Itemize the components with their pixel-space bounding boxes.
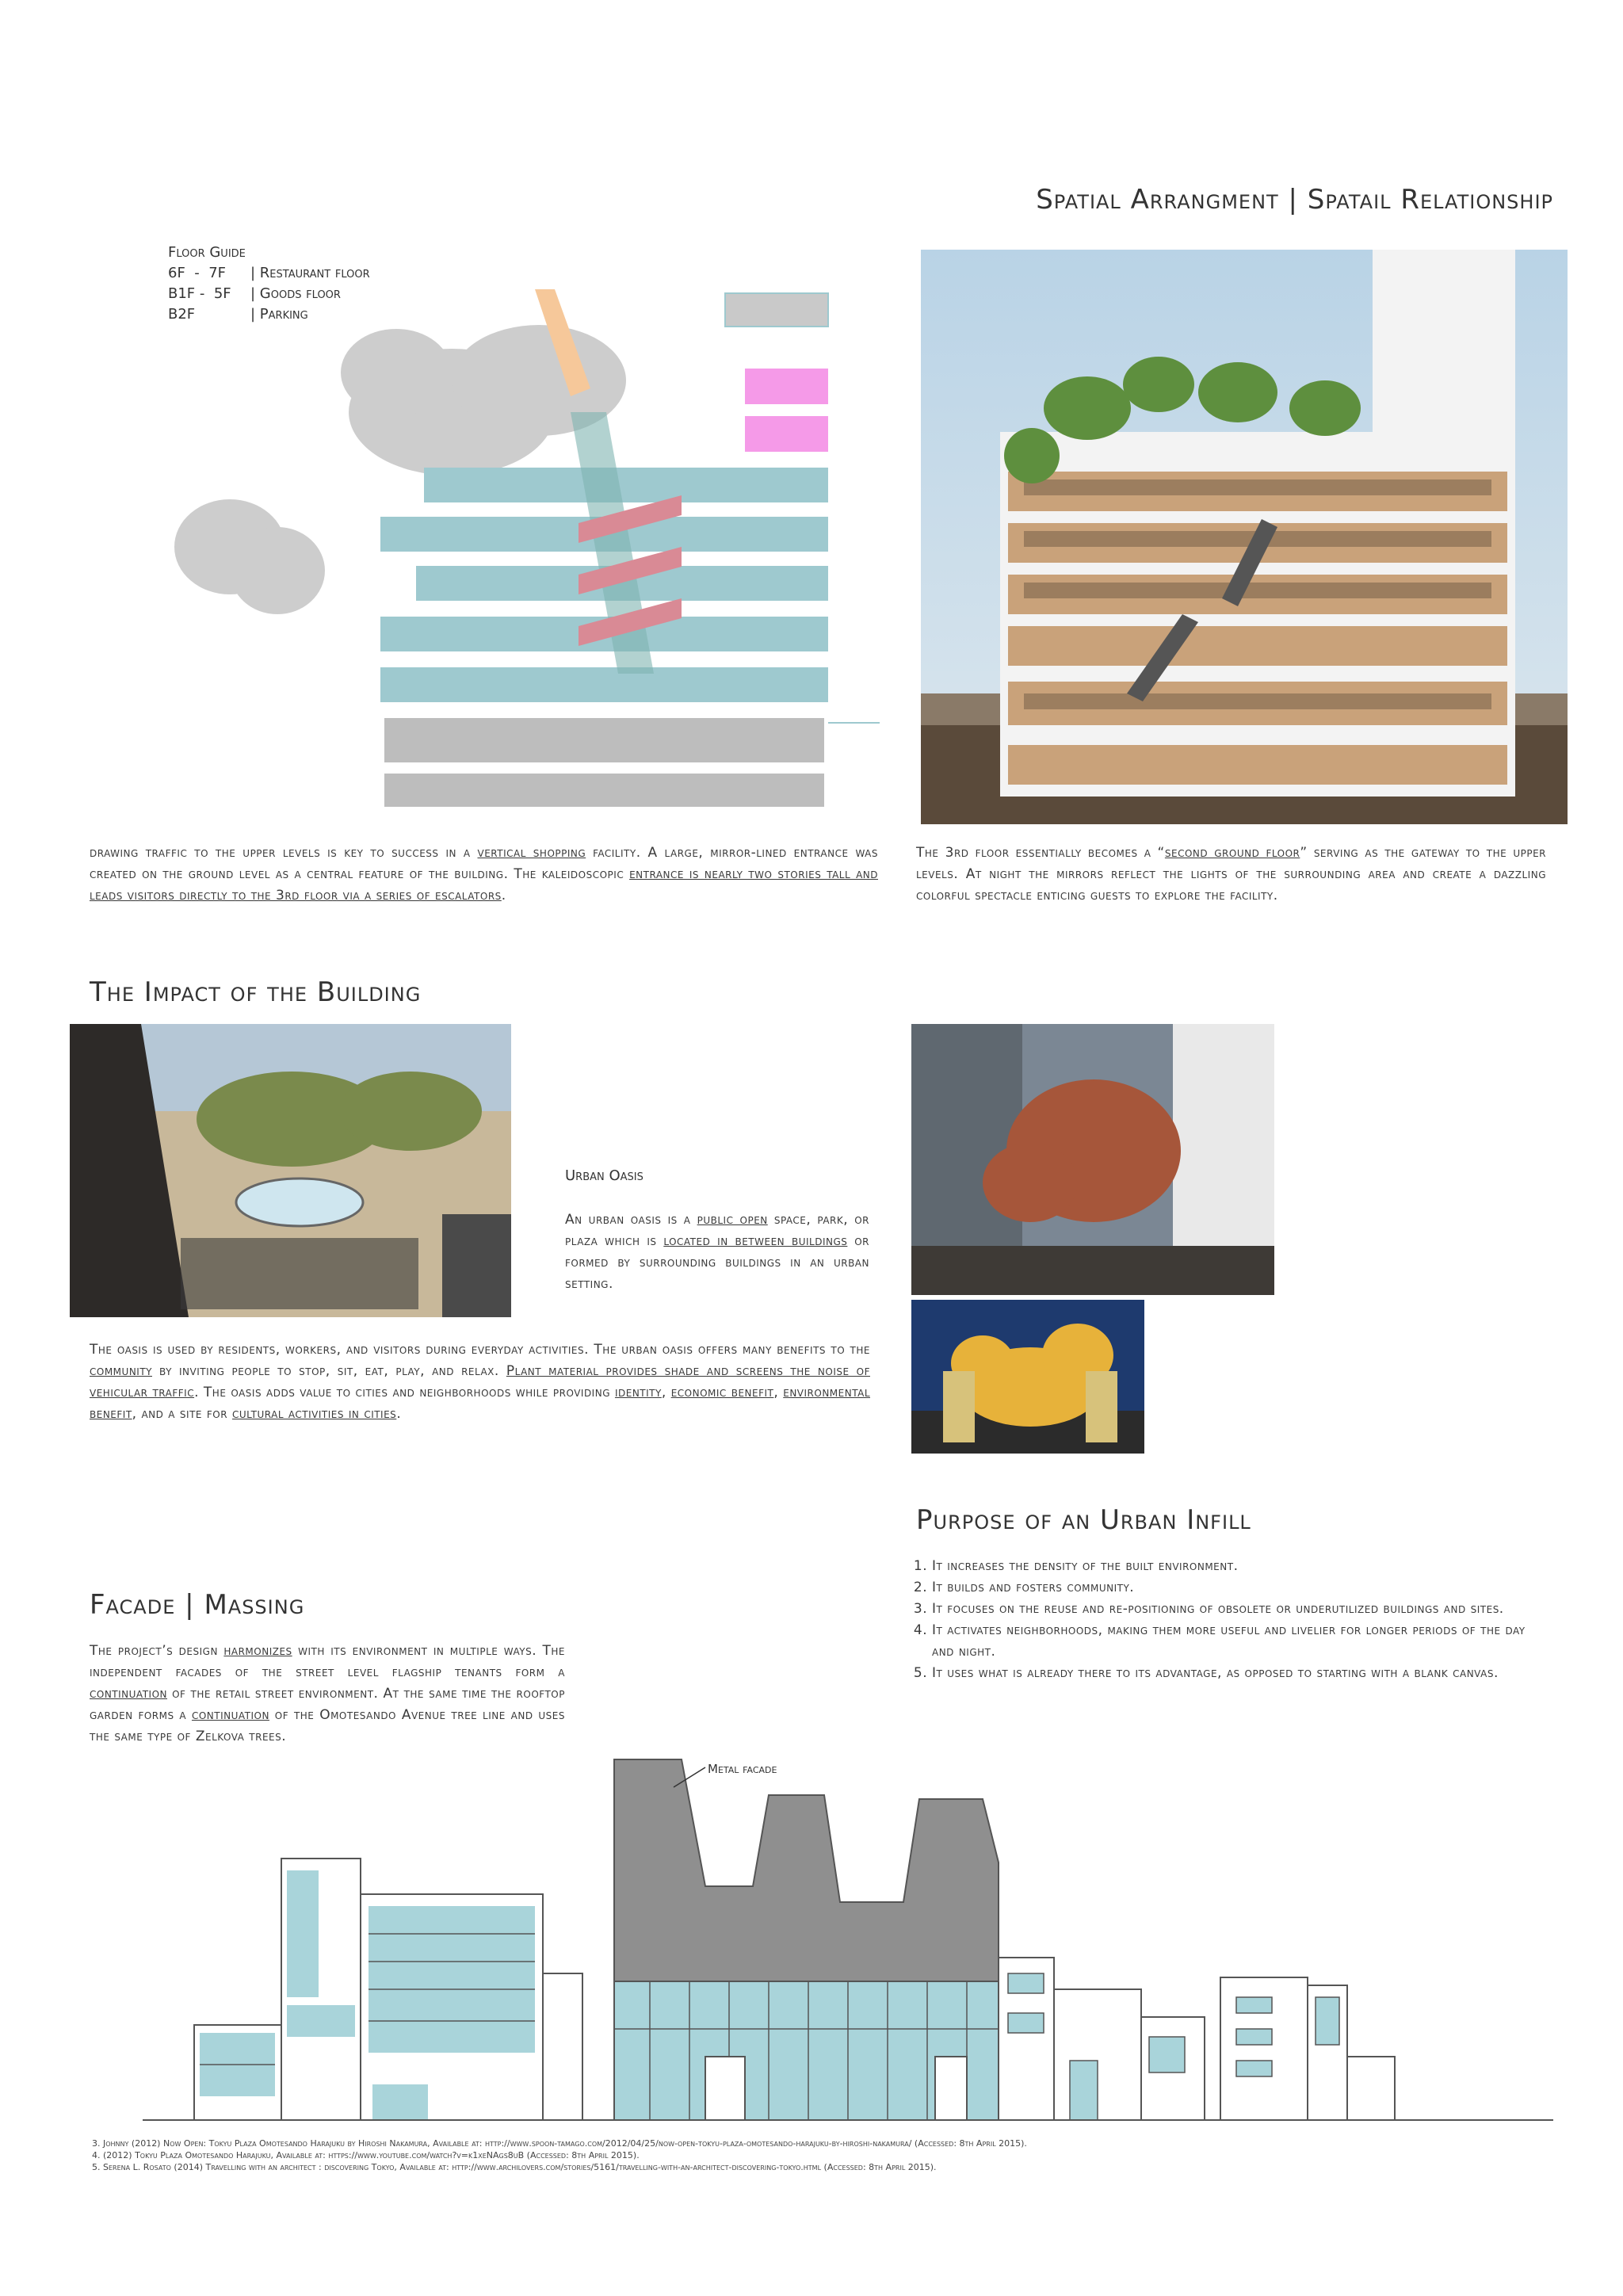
purpose-item: 1. It increases the density of the built environment. (932, 1556, 1550, 1577)
metal-facade-label: Metal facade (708, 1762, 777, 1776)
oasis-paragraph: The oasis is used by residents, workers, and visitors during everyday activities. The urban oasis offers many benefits to the community by inviting people to stop, sit, eat, play, and relax. Plant material provides shade and screens the noise of vehicular traffic. The oasis adds value to cities and neighborhoods while providing identity, economic benefit, environmental benefit, and a site for cultural activities in cities. (90, 1342, 871, 1422)
footnote: 3. Johnny (2012) Now Open: Tokyu Plaza Omotesando Harajuku by Hiroshi Nakamura, Available at: http://www.spoon-tamago.com/2012/04/25/now-open-tokyu-plaza-omotesando-harajuku-by-hiroshi-nakamura/ (Accessed: 8th April 2015). (92, 2138, 1027, 2149)
facade-text: The project’s design harmonizes with its environment in multiple ways. The independent facades of the street level flagship tenants form a continuation of the retail street environment. At the same time the rooftop garden forms a continuation of the Omotesando Avenue tree line and uses the same type of Zelkova trees. (90, 1643, 566, 1744)
facade-title: Facade | Massing (90, 1589, 305, 1621)
floor-guide-row: B2F | Parking (168, 306, 308, 323)
section-left-text: drawing traffic to the upper levels is key to success in a vertical shopping facility. A large, mirror-lined entrance was created on the ground level as a central feature of the building. The kaleidoscopic entrance is nearly two stories tall and leads visitors directly to the 3rd floor via a series of escalators. (90, 845, 878, 904)
floor-guide-row: B1F - 5F | Goods floor (168, 285, 341, 302)
purpose-item: 4. It activates neighborhoods, making them more useful and livelier for longer periods of the day and night. (932, 1620, 1550, 1663)
section-render-image (921, 250, 1568, 824)
urban-oasis-title: Urban Oasis (565, 1167, 643, 1184)
section-right-text: The 3rd floor essentially becomes a “second ground floor” serving as the gateway to the upper levels. At night the mirrors reflect the lights of the surrounding area and create a dazzling colorful spectacle enticing guests to explore the facility. (916, 845, 1546, 904)
purpose-item: 2. It builds and fosters community. (932, 1577, 1550, 1599)
purpose-item: 5. It uses what is already there to its advantage, as opposed to starting with a blank canvas. (932, 1663, 1550, 1684)
floor-guide-title: Floor Guide (168, 244, 246, 261)
purpose-item: 3. It focuses on the reuse and re-positioning of obsolete or underutilized buildings and sites. (932, 1599, 1550, 1620)
night-courtyard-photo (911, 1300, 1144, 1454)
page-title: Spatial Arrangment | Spatail Relationship (1036, 184, 1553, 216)
footnotes (92, 2137, 1550, 2173)
floor-guide-row: 6F - 7F | Restaurant floor (168, 265, 370, 281)
footnote: 4. (2012) Tokyu Plaza Omotesando Harajuku, Available at: https://www.youtube.com/watch?v=k1xeNAgs8uB (Accessed: 8th April 2015). (92, 2150, 640, 2160)
purpose-list (916, 1556, 1550, 1684)
street-elevation (143, 1752, 1553, 2132)
impact-title: The Impact of the Building (90, 976, 422, 1008)
urban-oasis-text: An urban oasis is a public open space, park, or plaza which is located in between buildings or formed by surrounding buildings in an urban setting. (565, 1212, 870, 1292)
purpose-title: Purpose of an Urban Infill (916, 1504, 1251, 1536)
section-diagram (158, 285, 880, 824)
footnote: 5. Serena L. Rosato (2014) Travelling with an architect : discovering Tokyo, Available at: http://www.archilovers.com/stories/5161/travelling-with-an-architect-discovering-tokyo.html (Accessed: 8th April 2015). (92, 2162, 937, 2172)
urban-oasis-photo (70, 1024, 511, 1317)
courtyard-photo (911, 1024, 1274, 1295)
